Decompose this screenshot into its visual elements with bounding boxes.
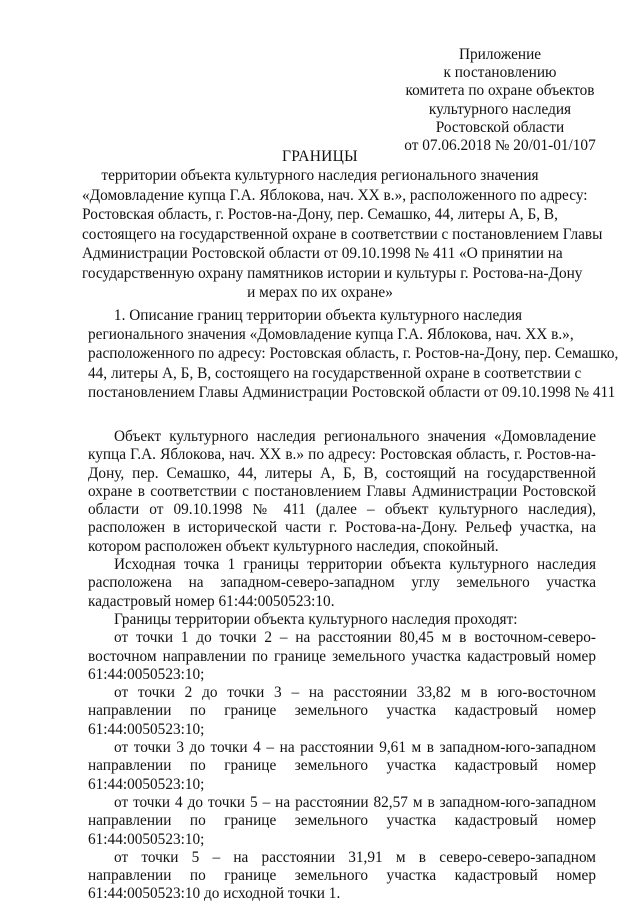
appendix-block: [380, 46, 620, 155]
body-paragraph: Исходная точка 1 границы территории объекта культурного наследия расположена на западном-северо-западном углу земельного участка кадастровый номер 61:44:0050523:10.: [88, 556, 596, 610]
section-heading-line: постановлением Главы Администрации Ростовской области от 09.10.1998 № 411: [88, 383, 616, 401]
document-title: ГРАНИЦЫ: [282, 148, 358, 165]
body-paragraph: от точки 4 до точки 5 – на расстоянии 82,57 м в западном-юго-западном направлении по границе земельного участка кадастровый номер 61:44:0050523:10;: [88, 793, 596, 848]
appendix-line: к постановлению: [443, 64, 557, 82]
subtitle-line: государственную охрану памятников истории и культуры г. Ростова-на-Дону: [82, 264, 583, 282]
document-subtitle: [82, 166, 603, 303]
section-heading-line: регионального значения «Домовладение купца Г.А. Яблокова, нач. XX в.»,: [88, 326, 574, 344]
body-paragraph: Границы территории объекта культурного наследия проходят:: [114, 610, 518, 628]
section-heading: [88, 306, 619, 402]
appendix-line: Приложение: [458, 46, 542, 63]
appendix-line: Ростовской области: [435, 118, 565, 136]
subtitle-line: Ростовская область, г. Ростов-на-Дону, пер. Семашко, 44, литеры А, Б, В,: [82, 206, 558, 223]
subtitle-line: «Домовладение купца Г.А. Яблокова, нач. XX в.», расположенного по адресу:: [82, 186, 588, 204]
section-heading-line: 1. Описание границ территории объекта культурного наследия: [113, 307, 523, 324]
body-text: [88, 428, 596, 904]
appendix-line: культурного наследия: [428, 100, 572, 118]
subtitle-line: Администрации Ростовской области от 09.10.1998 № 411 «О принятии на: [82, 245, 563, 262]
section-heading-line: 44, литеры А, Б, В, состоящего на государственной охране в соответствии с: [88, 364, 582, 382]
body-paragraph: от точки 3 до точки 4 – на расстоянии 9,61 м в западном-юго-западном направлении по границе земельного участка кадастровый номер 61:44:0050523:10;: [88, 739, 596, 793]
body-paragraph: от точки 1 до точки 2 – на расстоянии 80,45 м в восточном-северо-восточном направлении по границе земельного участка кадастровый номер 61:44:0050523:10;: [88, 629, 596, 683]
body-paragraph: от точки 2 до точки 3 – на расстоянии 33,82 м в юго-восточном направлении по границе земельного участка кадастровый номер 61:44:0050523:10;: [88, 684, 596, 738]
section-heading-line: расположенного по адресу: Ростовская область, г. Ростов-на-Дону, пер. Семашко,: [88, 345, 619, 363]
subtitle-line: состоящего на государственной охране в соответствии с постановлением Главы: [82, 225, 603, 243]
appendix-line: комитета по охране объектов: [405, 82, 595, 100]
appendix-line: от 07.06.2018 № 20/01-01/107: [404, 137, 596, 155]
body-paragraph: Объект культурного наследия регионального значения «Домовладение купца Г.А. Яблокова, нач. XX в.» по адресу: Ростовская область, г. Ростов-на-Дону, пер. Семашко, 44, литеры А, Б, В, состоящий на государственной охране в соответствии с постановлением Главы Администрации Ростовской области от 09.10.1998 № 411 (далее – объект культурного наследия), расположен в исторической части г. Ростова-на-Дону. Рельеф участка, на котором расположен объект культурного наследия, спокойный.: [88, 428, 596, 555]
body-paragraph: от точки 5 – на расстоянии 31,91 м в северо-северо-западном направлении по границе земельного участка кадастровый номер 61:44:0050523:10 до исходной точки 1.: [88, 848, 596, 903]
subtitle-line: территории объекта культурного наследия регионального значения: [101, 167, 539, 184]
subtitle-line: и мерах по их охране»: [247, 284, 393, 301]
